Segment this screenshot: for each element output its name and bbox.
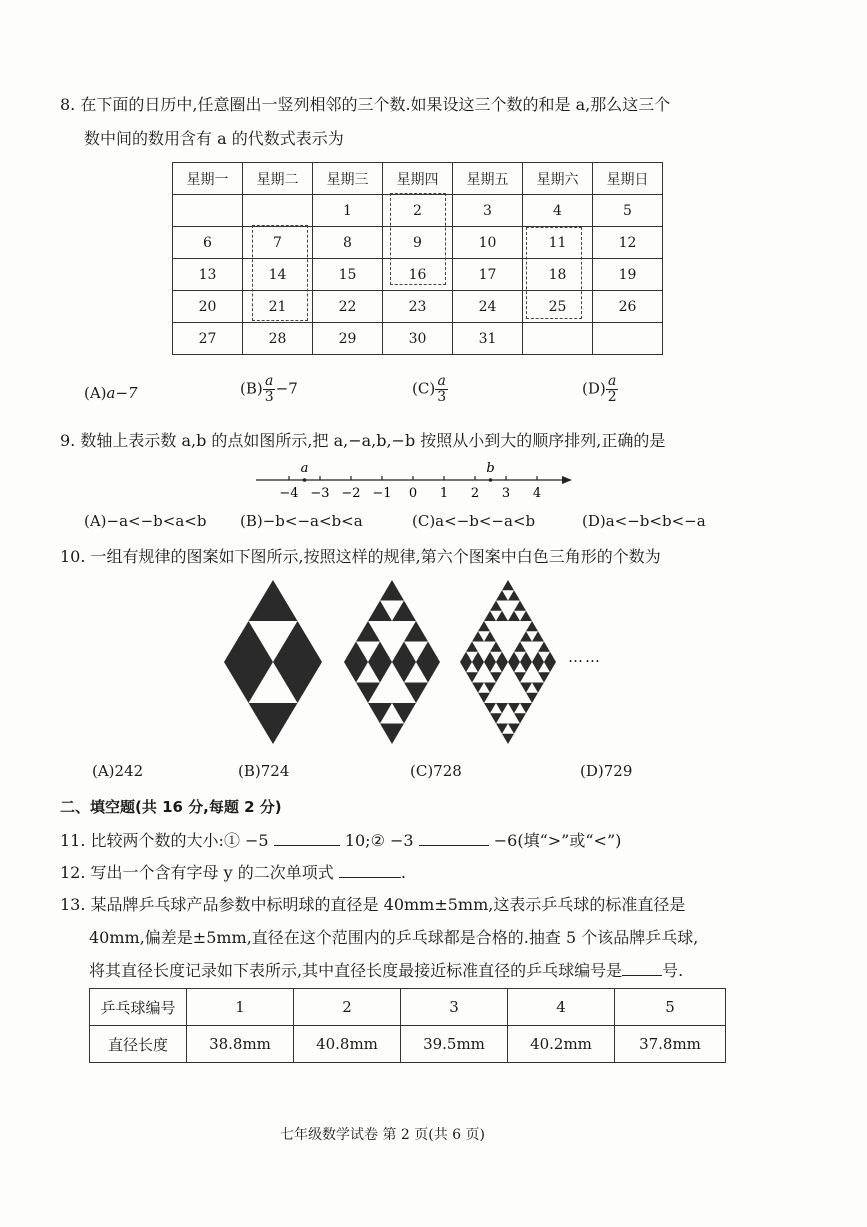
diameter-cell: 40.8mm [294,1026,401,1063]
q12-line: 12. 写出一个含有字母 y 的二次单项式 . [60,863,406,882]
id-cell: 1 [187,989,294,1026]
q10-option-a: (A)242 [92,762,144,780]
q12-blank[interactable] [339,863,401,878]
axis-tick-label: −3 [310,486,330,501]
calendar-weekday-header: 星期二 [243,163,313,195]
number-line [250,458,580,504]
q10-number: 10. [60,547,86,566]
q9-option-d: (D)a<−b<b<−a [582,512,706,530]
q9-line [60,428,665,451]
calendar-day-cell: 26 [593,291,663,323]
q13-line3: 将其直径长度记录如下表所示,其中直径长度最接近标准直径的乒乓球编号是 号. [89,961,684,980]
calendar-day-cell: 6 [173,227,243,259]
q8-option-d: (D) $\frac{a}{2}$ [582,373,617,405]
calendar-day-cell [593,323,663,355]
q8-option-b: (B) $\frac{a}{3}$ −7 [240,373,298,405]
ping-pong-table [89,988,726,1063]
axis-tick-label: 0 [408,486,418,501]
diameter-cell: 37.8mm [615,1026,726,1063]
q8-option-c: (C) $\frac{a}{3}$ [412,373,447,405]
calendar-day-cell: 12 [593,227,663,259]
sierpinski-pattern-1 [222,578,324,746]
q8-line1 [60,92,670,115]
calendar-day-cell: 10 [453,227,523,259]
q8-number: 8. [60,95,76,114]
calendar-day-cell [523,323,593,355]
calendar-day-cell [173,195,243,227]
q9-number: 9. [60,431,76,450]
q10-line [60,544,661,567]
calendar-day-cell: 22 [313,291,383,323]
calendar-day-cell: 29 [313,323,383,355]
axis-tick-label: 2 [470,486,480,501]
q8-text-line2: 数中间的数用含有 a 的代数式表示为 [84,129,344,148]
dashed-box-saturday [526,227,582,319]
calendar-day-cell: 21 [243,291,313,323]
axis-tick-label: 3 [501,486,511,501]
q9-option-a: (A)−a<−b<a<b [84,512,207,530]
q9-text: 数轴上表示数 a,b 的点如图所示,把 a,−a,b,−b 按照从小到大的顺序排列,正确的是 [80,431,666,450]
calendar-day-cell: 1 [313,195,383,227]
calendar-weekday-header: 星期六 [523,163,593,195]
point-b-dot [489,478,493,482]
calendar-weekday-header: 星期三 [313,163,383,195]
calendar-day-cell: 9 [383,227,453,259]
q13-number: 13. [60,895,86,914]
axis-tick-label: −4 [279,486,299,501]
calendar-weekday-header: 星期一 [173,163,243,195]
q9-option-b: (B)−b<−a<b<a [240,512,363,530]
section-fill-in-title: 二、填空题(共 16 分,每题 2 分) [60,798,282,816]
point-a-label: a [300,461,309,476]
calendar-day-cell: 23 [383,291,453,323]
q10-option-d: (D)729 [580,762,633,780]
diameter-cell: 40.2mm [508,1026,615,1063]
q13-line1: 13. 某品牌乒乓球产品参数中标明球的直径是 40mm±5mm,这表示乒乓球的标准直径是 [60,895,686,914]
table-row [90,1026,726,1063]
calendar-week-row [173,323,663,355]
q10-text: 一组有规律的图案如下图所示,按照这样的规律,第六个图案中白色三角形的个数为 [90,547,661,566]
q8-text-line1: 在下面的日历中,任意圈出一竖列相邻的三个数.如果设这三个数的和是 a,那么这三个 [80,95,671,114]
calendar-header-row [173,163,663,195]
calendar-day-cell: 25 [523,291,593,323]
dashed-box-thursday [390,193,446,285]
q12-number: 12. [60,863,86,882]
calendar-day-cell: 15 [313,259,383,291]
axis-tick-label: 4 [532,486,542,501]
table-row [90,989,726,1026]
calendar-day-cell: 27 [173,323,243,355]
q11-line: 11. 比较两个数的大小:① −5 10;② −3 −6(填“>”或“<”) [60,831,622,850]
row-header-id: 乒乓球编号 [90,989,187,1026]
calendar-day-cell: 2 [383,195,453,227]
calendar-day-cell: 31 [453,323,523,355]
axis-arrow [562,476,572,484]
calendar-weekday-header: 星期五 [453,163,523,195]
dashed-box-tuesday [252,225,308,321]
id-cell: 5 [615,989,726,1026]
diameter-cell: 38.8mm [187,1026,294,1063]
calendar-day-cell: 20 [173,291,243,323]
sierpinski-pattern-3 [458,578,558,746]
q9-option-c: (C)a<−b<−a<b [412,512,536,530]
calendar-day-cell [243,195,313,227]
calendar-day-cell: 3 [453,195,523,227]
calendar-weekday-header: 星期四 [383,163,453,195]
calendar-day-cell: 28 [243,323,313,355]
sierpinski-pattern-2 [342,578,442,746]
q10-option-c: (C)728 [410,762,462,780]
q10-option-b: (B)724 [238,762,290,780]
point-a-dot [303,478,307,482]
calendar-day-cell: 5 [593,195,663,227]
calendar-weekday-header: 星期日 [593,163,663,195]
id-cell: 4 [508,989,615,1026]
id-cell: 3 [401,989,508,1026]
calendar-day-cell: 11 [523,227,593,259]
diameter-cell: 39.5mm [401,1026,508,1063]
q13-blank[interactable] [622,961,662,976]
calendar-day-cell: 16 [383,259,453,291]
point-b-label: b [486,461,495,476]
calendar-day-cell: 4 [523,195,593,227]
id-cell: 2 [294,989,401,1026]
calendar-day-cell: 24 [453,291,523,323]
calendar-day-cell: 18 [523,259,593,291]
q11-number: 11. [60,831,86,850]
q13-line2: 40mm,偏差是±5mm,直径在这个范围内的乒乓球都是合格的.抽查 5 个该品牌乒乓球, [89,928,699,947]
calendar-day-cell: 8 [313,227,383,259]
row-header-diameter: 直径长度 [90,1026,187,1063]
calendar-day-cell: 19 [593,259,663,291]
q11-blank-1[interactable] [274,831,340,846]
q11-blank-2[interactable] [419,831,489,846]
calendar-day-cell: 17 [453,259,523,291]
calendar-week-row [173,291,663,323]
calendar-day-cell: 30 [383,323,453,355]
calendar-day-cell: 7 [243,227,313,259]
page-footer: 七年级数学试卷 第 2 页(共 6 页) [280,1127,485,1143]
axis-tick-label: 1 [439,486,449,501]
q8-option-a: (A)a−7 [84,384,138,402]
axis-tick-label: −1 [372,486,392,501]
calendar-day-cell: 13 [173,259,243,291]
q10-ellipsis: …… [568,648,602,666]
calendar-day-cell: 14 [243,259,313,291]
axis-tick-label: −2 [341,486,361,501]
